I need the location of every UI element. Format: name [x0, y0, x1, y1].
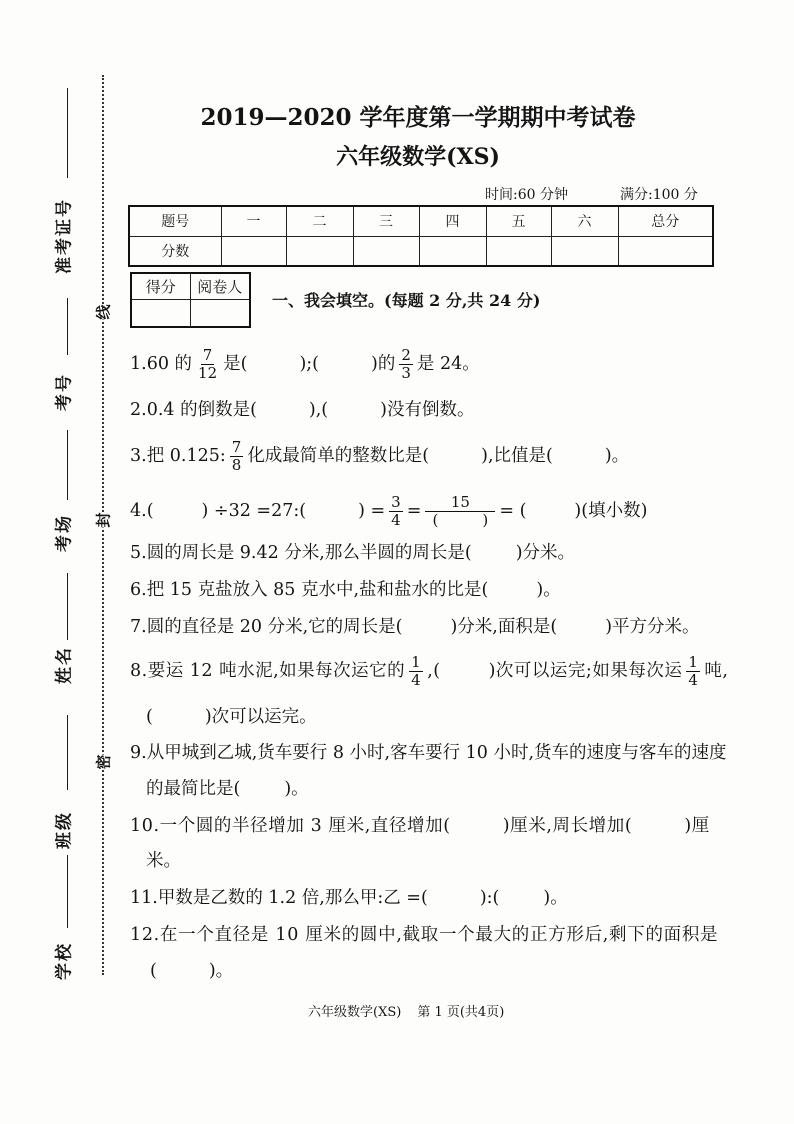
column-header: 三	[353, 206, 419, 236]
answer-blank	[472, 552, 516, 554]
answer-blank	[557, 626, 605, 628]
score-cell	[221, 236, 286, 266]
fraction-numerator: 2	[401, 345, 411, 364]
column-header: 二	[286, 206, 353, 236]
answer-blank	[632, 825, 684, 827]
answer-blank	[154, 510, 202, 512]
question-text: 是(	[223, 353, 248, 374]
score-table	[128, 205, 714, 267]
score-label: 得分	[131, 273, 190, 299]
question-line	[130, 804, 710, 848]
answer-blank	[257, 409, 309, 411]
exam-time: 时间:60 分钟	[485, 187, 568, 203]
question-text: 8.要运 12 吨水泥,如果每次运它的	[130, 660, 406, 681]
question-text: 1.60 的	[130, 353, 193, 374]
question-text: 的最简比是(	[146, 778, 241, 799]
write-line	[67, 88, 68, 178]
write-line	[67, 573, 68, 640]
seal-mark-secret: 密	[90, 754, 117, 769]
grader-box-entry-row	[131, 299, 250, 327]
answer-blank	[153, 716, 205, 718]
seal-mark-line: 线	[90, 304, 117, 319]
question-text: 7.圆的直径是 20 分米,它的周长是(	[130, 616, 403, 637]
question-text: )(填小数)	[574, 500, 648, 521]
score-cell	[286, 236, 353, 266]
question-text: )厘米,周长增加(	[502, 815, 633, 836]
section-heading: 一、我会填空。(每题 2 分,共 24 分)	[272, 291, 541, 310]
exam-permit-number-label: 准考证号	[54, 198, 75, 274]
question-text: 6.把 15 克盐放入 85 克水中,盐和盐水的比是(	[130, 579, 489, 600]
question-text: )。	[604, 445, 630, 466]
question-text: )分米。	[515, 542, 576, 563]
question-text: =	[406, 500, 422, 521]
answer-blank	[240, 788, 284, 790]
grader-label: 阅卷人	[190, 273, 250, 299]
score-cell	[618, 236, 713, 266]
question-text: ),比值是(	[481, 445, 553, 466]
answer-blank	[451, 825, 503, 827]
question-text: 是 24。	[416, 353, 480, 374]
grader-box-header-row	[131, 273, 250, 299]
exam-full-score: 满分:100 分	[620, 187, 698, 203]
score-table-header-row	[129, 206, 713, 236]
fraction-with-blank-denominator	[425, 494, 495, 529]
footer-subject: 六年级数学(XS)	[308, 1005, 402, 1020]
question-4	[130, 489, 647, 533]
fraction-denominator: 12	[198, 363, 218, 382]
answer-blank	[157, 970, 209, 972]
question-text: );(	[299, 353, 320, 374]
question-text: )。	[208, 960, 234, 981]
school-label: 学校	[54, 942, 75, 980]
fraction	[196, 347, 219, 382]
answer-blank	[247, 363, 299, 365]
answer-blank	[428, 897, 480, 899]
fraction-denominator: 4	[391, 510, 401, 529]
score-cell	[353, 236, 419, 266]
exam-title: 2019—2020 学年度第一学期期中考试卷	[200, 104, 636, 131]
question-text: )。	[543, 887, 568, 908]
grader-entry-cell	[190, 299, 250, 327]
question-text: )厘	[684, 815, 710, 836]
question-text: 吨,	[704, 660, 729, 681]
answer-blank	[553, 455, 605, 457]
column-header: 六	[551, 206, 618, 236]
answer-blank	[429, 455, 481, 457]
question-7	[130, 605, 700, 649]
fraction-numerator: 7	[202, 345, 213, 364]
fraction-denominator: 8	[231, 455, 242, 474]
total-header: 总分	[618, 206, 713, 236]
class-label: 班级	[54, 811, 75, 849]
question-text: )平方分米。	[605, 616, 700, 637]
question-text: )次可以运完。	[204, 706, 317, 727]
question-text: )次可以运完;如果每次运	[488, 660, 683, 681]
grader-box	[130, 272, 251, 328]
question-line	[150, 949, 233, 993]
denominator-open-paren: (	[432, 510, 439, 529]
score-entry-cell	[131, 299, 190, 327]
page-footer	[308, 1001, 504, 1020]
question-2	[130, 388, 474, 432]
write-line	[67, 298, 68, 355]
fraction-denominator: 3	[401, 363, 411, 382]
question-text: 3.把 0.125:	[130, 445, 226, 466]
fraction-numerator: 1	[688, 652, 699, 671]
answer-blank	[328, 409, 380, 411]
answer-blank	[499, 897, 543, 899]
question-text: 10.一个圆的半径增加 3 厘米,直径增加(	[130, 815, 451, 836]
fraction-denominator: 4	[411, 670, 422, 689]
answer-blank	[488, 589, 536, 591]
question-text: 11.甲数是乙数的 1.2 倍,那么甲:乙 =(	[130, 887, 428, 908]
question-text: ,(	[427, 660, 441, 681]
exam-room-label: 考场	[54, 514, 75, 552]
write-line	[67, 430, 68, 500]
question-1	[130, 342, 480, 386]
question-text: ):(	[479, 887, 500, 908]
fraction-denominator	[431, 512, 491, 529]
write-line	[67, 855, 68, 928]
denominator-close-paren: )	[482, 510, 489, 529]
fraction	[230, 439, 244, 474]
exam-subtitle: 六年级数学(XS)	[336, 144, 500, 170]
score-table-score-row	[129, 236, 713, 266]
answer-blank	[402, 626, 450, 628]
question-3	[130, 434, 629, 478]
question-number-header: 题号	[129, 206, 221, 236]
question-text: 化成最简单的整数比是(	[247, 445, 430, 466]
score-cell	[551, 236, 618, 266]
question-text: ),(	[308, 399, 329, 420]
fraction-numerator: 15	[425, 494, 495, 512]
question-text: 2.0.4 的倒数是(	[130, 399, 257, 420]
fraction-numerator: 1	[411, 652, 422, 671]
question-text: (	[146, 706, 153, 727]
fraction	[389, 494, 403, 529]
question-text: 米。	[146, 850, 181, 871]
question-text: )。	[536, 579, 561, 600]
seal-mark-seal: 封	[90, 512, 117, 527]
question-text: = (	[499, 500, 527, 521]
answer-blank	[441, 670, 489, 672]
answer-blank	[438, 519, 482, 521]
exam-number-label: 考号	[54, 373, 75, 411]
fraction	[409, 654, 423, 689]
fraction	[686, 654, 700, 689]
question-text: )没有倒数。	[380, 399, 475, 420]
fraction-numerator: 3	[391, 492, 401, 511]
question-text: 5.圆的周长是 9.42 分米,那么半圆的周长是(	[130, 542, 472, 563]
column-header: 四	[419, 206, 486, 236]
question-text: 12.在一个直径是 10 厘米的圆中,截取一个最大的正方形后,剩下的面积是	[130, 924, 719, 945]
question-text: )分米,面积是(	[450, 616, 558, 637]
name-label: 姓名	[54, 646, 75, 684]
question-line	[130, 649, 728, 693]
answer-blank	[319, 363, 371, 365]
fraction	[399, 347, 413, 382]
question-text: )。	[284, 778, 309, 799]
fraction-numerator: 7	[231, 437, 242, 456]
question-text: ) =	[358, 500, 386, 521]
question-text: (	[150, 960, 157, 981]
write-line	[67, 715, 68, 790]
fraction-denominator: 4	[688, 670, 699, 689]
footer-page-number: 第 1 页(共4页)	[417, 1005, 505, 1020]
question-text: ) ÷32 =27:(	[201, 500, 307, 521]
answer-blank	[526, 510, 574, 512]
score-cell	[486, 236, 551, 266]
answer-blank	[306, 510, 358, 512]
score-cell	[419, 236, 486, 266]
question-text: )的	[371, 353, 396, 374]
column-header: 一	[221, 206, 286, 236]
question-text: 9.从甲城到乙城,货车要行 8 小时,客车要行 10 小时,货车的速度与客车的速度	[130, 742, 727, 763]
question-text: 4.(	[130, 500, 154, 521]
score-row-header: 分数	[129, 236, 221, 266]
column-header: 五	[486, 206, 551, 236]
